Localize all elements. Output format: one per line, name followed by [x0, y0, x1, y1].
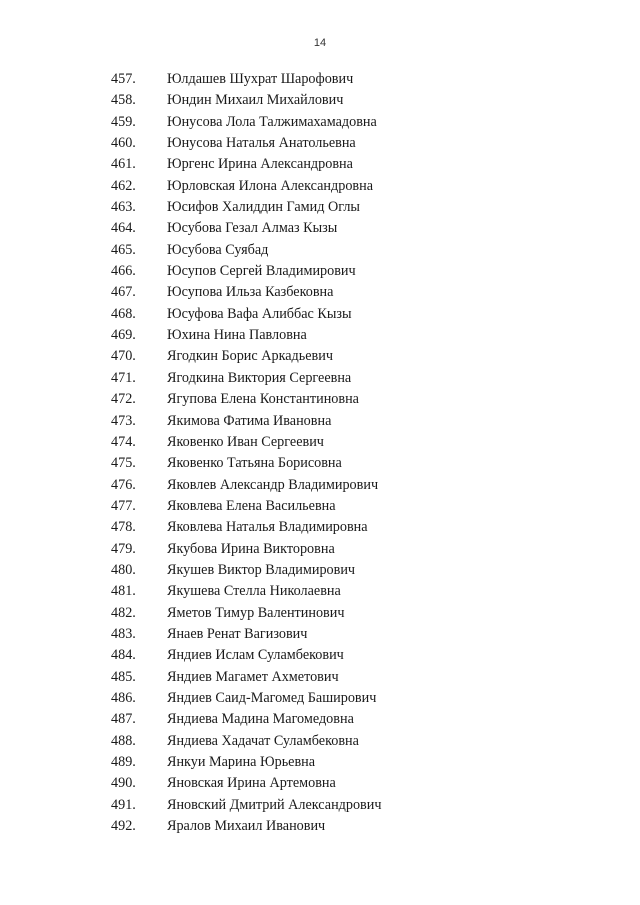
list-item	[0, 346, 640, 367]
entry-name: Яковенко Татьяна Борисовна	[167, 455, 342, 472]
entry-number: 460.	[111, 135, 136, 152]
entry-number: 478.	[111, 519, 136, 536]
list-item	[0, 389, 640, 410]
entry-number: 462.	[111, 177, 136, 194]
list-item	[0, 816, 640, 837]
entry-number: 471.	[111, 369, 136, 386]
list-item	[0, 411, 640, 432]
list-item	[0, 560, 640, 581]
entry-number: 465.	[111, 241, 136, 258]
entry-number: 486.	[111, 689, 136, 706]
list-item	[0, 496, 640, 517]
name-list	[0, 69, 640, 837]
entry-number: 463.	[111, 199, 136, 216]
list-item	[0, 752, 640, 773]
entry-name: Яновская Ирина Артемовна	[167, 775, 336, 792]
list-item	[0, 197, 640, 218]
list-item	[0, 325, 640, 346]
entry-name: Ягодкин Борис Аркадьевич	[167, 348, 333, 365]
list-item	[0, 731, 640, 752]
list-item	[0, 581, 640, 602]
entry-number: 488.	[111, 732, 136, 749]
entry-number: 461.	[111, 156, 136, 173]
entry-name: Яралов Михаил Иванович	[167, 818, 326, 835]
list-item	[0, 667, 640, 688]
entry-name: Яковлев Александр Владимирович	[167, 476, 379, 493]
list-item	[0, 240, 640, 261]
entry-number: 482.	[111, 604, 136, 621]
entry-number: 479.	[111, 540, 136, 557]
entry-name: Яндиева Хадачат Суламбековна	[167, 732, 359, 749]
entry-name: Якубова Ирина Викторовна	[167, 540, 335, 557]
entry-number: 464.	[111, 220, 136, 237]
entry-name: Яметов Тимур Валентинович	[167, 604, 345, 621]
entry-number: 487.	[111, 711, 136, 728]
entry-number: 472.	[111, 391, 136, 408]
list-item	[0, 261, 640, 282]
list-item	[0, 795, 640, 816]
entry-name: Янаев Ренат Вагизович	[167, 625, 308, 642]
list-item	[0, 304, 640, 325]
list-item	[0, 709, 640, 730]
entry-name: Яновский Дмитрий Александрович	[167, 796, 382, 813]
entry-number: 492.	[111, 818, 136, 835]
list-item	[0, 517, 640, 538]
list-item	[0, 624, 640, 645]
entry-number: 485.	[111, 668, 136, 685]
list-item	[0, 368, 640, 389]
entry-name: Юлдашев Шухрат Шарофович	[167, 71, 354, 87]
list-item	[0, 688, 640, 709]
entry-name: Юхина Нина Павловна	[167, 327, 307, 344]
entry-name: Юсубова Суябад	[167, 241, 269, 258]
entry-name: Юргенс Ирина Александровна	[167, 156, 353, 173]
entry-number: 483.	[111, 625, 136, 642]
entry-number: 491.	[111, 796, 136, 813]
entry-name: Яковлева Наталья Владимировна	[167, 519, 368, 536]
entry-name: Якушев Виктор Владимирович	[167, 561, 356, 578]
entry-name: Юнусова Наталья Анатольевна	[167, 135, 356, 152]
entry-name: Яндиев Саид-Магомед Баширович	[167, 689, 377, 706]
entry-name: Яндиев Магамет Ахметович	[167, 668, 339, 685]
entry-number: 475.	[111, 455, 136, 472]
list-item	[0, 218, 640, 239]
entry-number: 481.	[111, 583, 136, 600]
entry-name: Якимова Фатима Ивановна	[167, 412, 332, 429]
list-item	[0, 645, 640, 666]
entry-number: 469.	[111, 327, 136, 344]
entry-number: 489.	[111, 754, 136, 770]
entry-name: Юрловская Илона Александровна	[167, 177, 373, 194]
entry-number: 466.	[111, 263, 136, 280]
entry-number: 467.	[111, 284, 136, 301]
entry-name: Юндин Михаил Михайлович	[167, 92, 344, 109]
list-item	[0, 154, 640, 175]
entry-name: Юнусова Лола Талжимахамадовна	[167, 113, 377, 130]
entry-name: Яндиев Ислам Суламбекович	[167, 647, 344, 664]
entry-name: Яковлева Елена Васильевна	[167, 497, 336, 514]
entry-name: Юсупова Ильза Казбековна	[167, 284, 334, 301]
entry-number: 458.	[111, 92, 136, 109]
entry-number: 480.	[111, 561, 136, 578]
entry-number: 477.	[111, 497, 136, 514]
list-item	[0, 282, 640, 303]
entry-number: 473.	[111, 412, 136, 429]
list-item	[0, 69, 640, 90]
entry-name: Юсифов Халиддин Гамид Оглы	[167, 199, 360, 216]
entry-name: Ягодкина Виктория Сергеевна	[167, 369, 352, 386]
list-item	[0, 773, 640, 794]
entry-name: Яндиева Мадина Магомедовна	[167, 711, 354, 728]
entry-number: 484.	[111, 647, 136, 664]
list-item	[0, 475, 640, 496]
entry-number: 457.	[111, 71, 136, 87]
entry-number: 476.	[111, 476, 136, 493]
entry-name: Якушева Стелла Николаевна	[167, 583, 341, 600]
list-item	[0, 432, 640, 453]
entry-number: 468.	[111, 305, 136, 322]
list-item	[0, 176, 640, 197]
list-item	[0, 603, 640, 624]
entry-number: 459.	[111, 113, 136, 130]
entry-name: Юсупов Сергей Владимирович	[167, 263, 356, 280]
list-item	[0, 133, 640, 154]
list-item	[0, 539, 640, 560]
entry-number: 474.	[111, 433, 136, 450]
entry-number: 470.	[111, 348, 136, 365]
list-item	[0, 453, 640, 474]
entry-name: Ягупова Елена Константиновна	[167, 391, 359, 408]
list-item	[0, 112, 640, 133]
entry-name: Яковенко Иван Сергеевич	[167, 433, 324, 450]
entry-name: Юсубова Гезал Алмаз Кызы	[167, 220, 338, 237]
page-number: 14	[313, 37, 327, 49]
entry-number: 490.	[111, 775, 136, 792]
entry-name: Янкуи Марина Юрьевна	[167, 754, 316, 770]
entry-name: Юсуфова Вафа Алиббас Кызы	[167, 305, 352, 322]
list-item	[0, 90, 640, 111]
